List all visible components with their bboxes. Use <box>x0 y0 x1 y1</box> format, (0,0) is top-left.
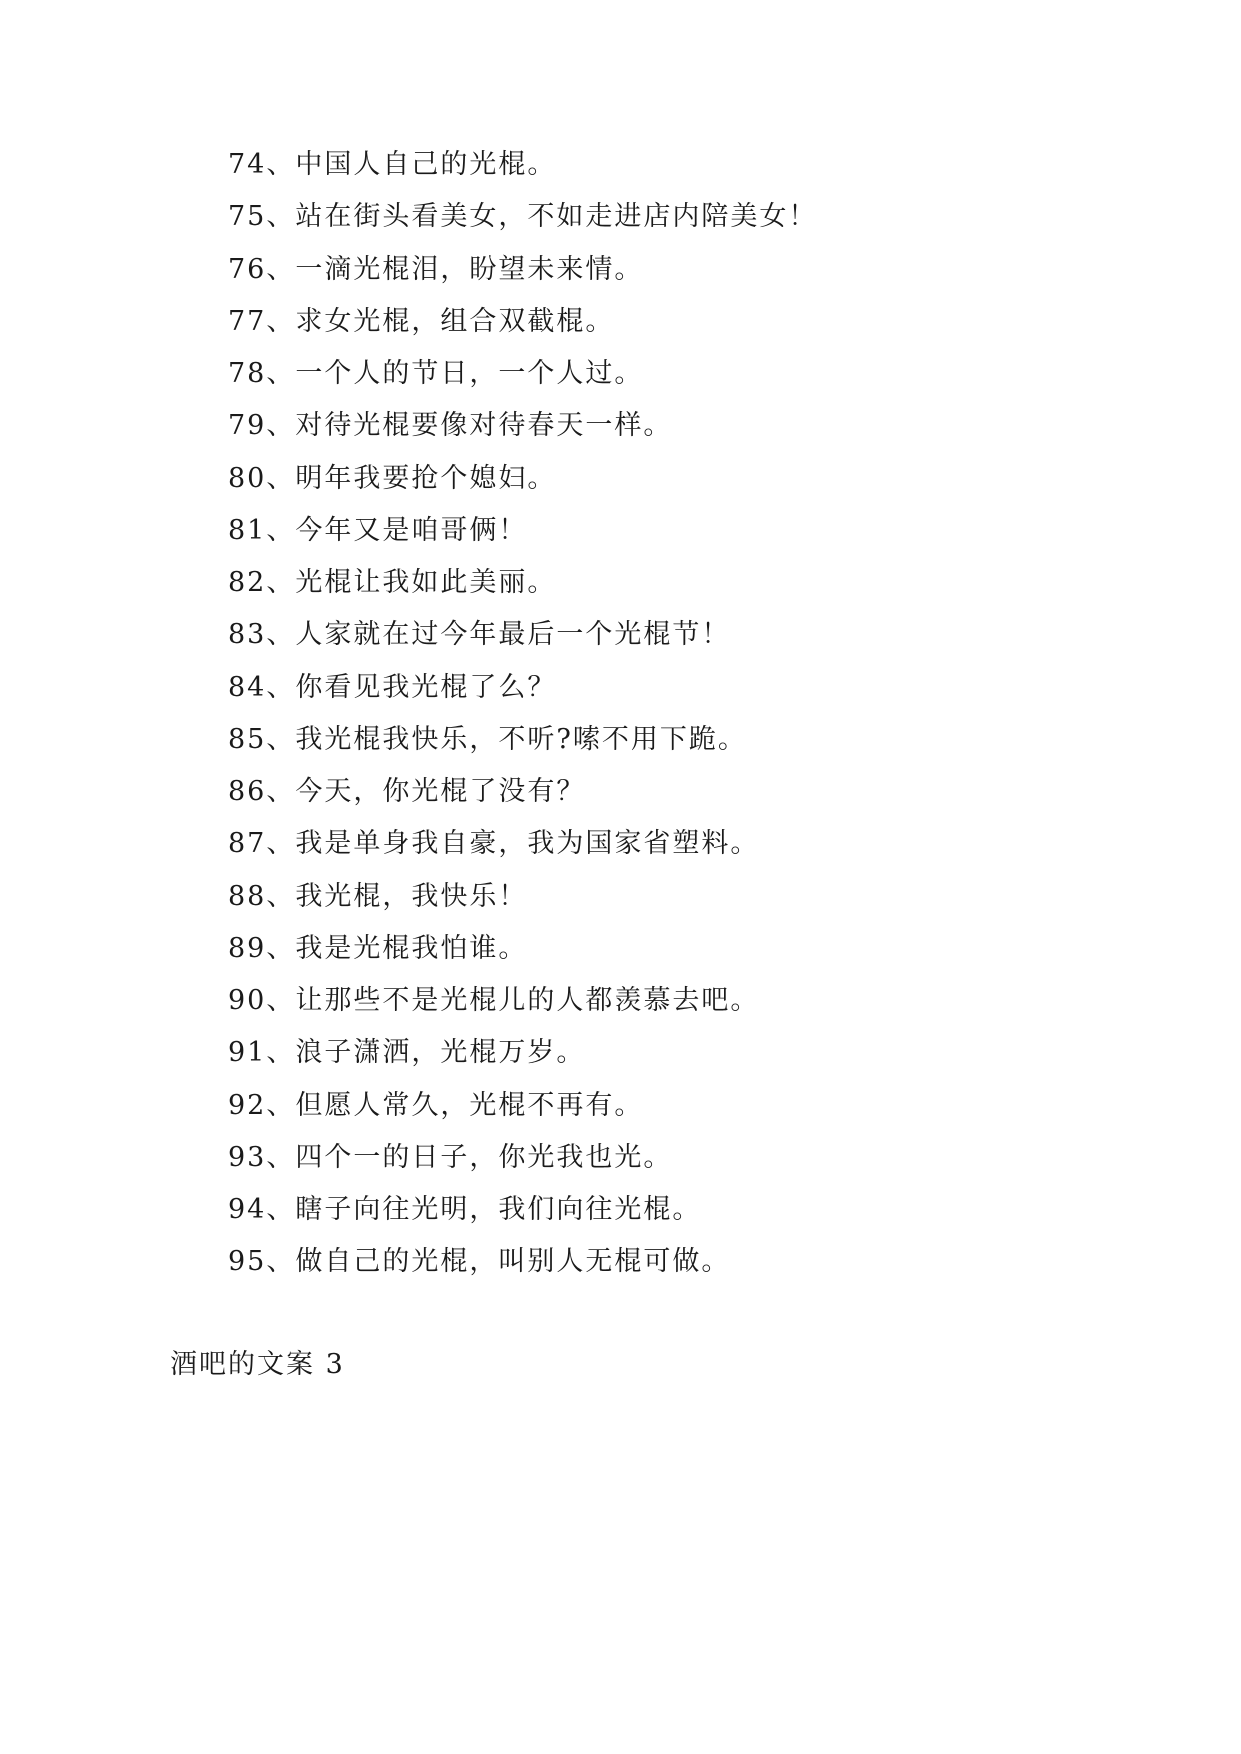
list-item: 83、人家就在过今年最后一个光棍节！ <box>228 619 731 651</box>
list-item: 74、中国人自己的光棍。 <box>228 149 557 180</box>
list-item: 75、站在街头看美女，不如走进店内陪美女！ <box>228 201 818 233</box>
list-item: 84、你看见我光棍了么？ <box>228 671 557 703</box>
list-item: 88、我光棍，我快乐！ <box>228 880 528 912</box>
list-item: 77、求女光棍，组合双截棍。 <box>228 305 615 337</box>
list-item: 86、今天，你光棍了没有？ <box>228 776 586 807</box>
list-item: 94、瞎子向往光明，我们向往光棍。 <box>228 1194 702 1225</box>
list-item: 79、对待光棍要像对待春天一样。 <box>228 410 673 442</box>
list-item: 78、一个人的节日，一个人过。 <box>228 358 644 389</box>
section-heading: 酒吧的文案 3 <box>170 1349 345 1380</box>
numbered-list <box>228 139 1128 1289</box>
list-item: 90、让那些不是光棍儿的人都羡慕去吧。 <box>228 985 760 1016</box>
list-item: 87、我是单身我自豪，我为国家省塑料。 <box>228 828 760 860</box>
list-item: 85、我光棍我快乐，不听?嗦不用下跪。 <box>228 723 747 755</box>
list-item: 91、浪子潇洒，光棍万岁。 <box>228 1037 586 1069</box>
list-item: 92、但愿人常久，光棍不再有。 <box>228 1089 644 1121</box>
list-item: 95、做自己的光棍，叫别人无棍可做。 <box>228 1246 731 1278</box>
list-item: 76、一滴光棍泪，盼望未来情。 <box>228 253 644 285</box>
list-item: 80、明年我要抢个媳妇。 <box>228 462 557 494</box>
list-item: 89、我是光棍我怕谁。 <box>228 932 528 964</box>
list-item: 82、光棍让我如此美丽。 <box>228 567 557 598</box>
list-item: 93、四个一的日子，你光我也光。 <box>228 1141 673 1173</box>
list-item: 81、今年又是咱哥俩！ <box>228 514 528 546</box>
